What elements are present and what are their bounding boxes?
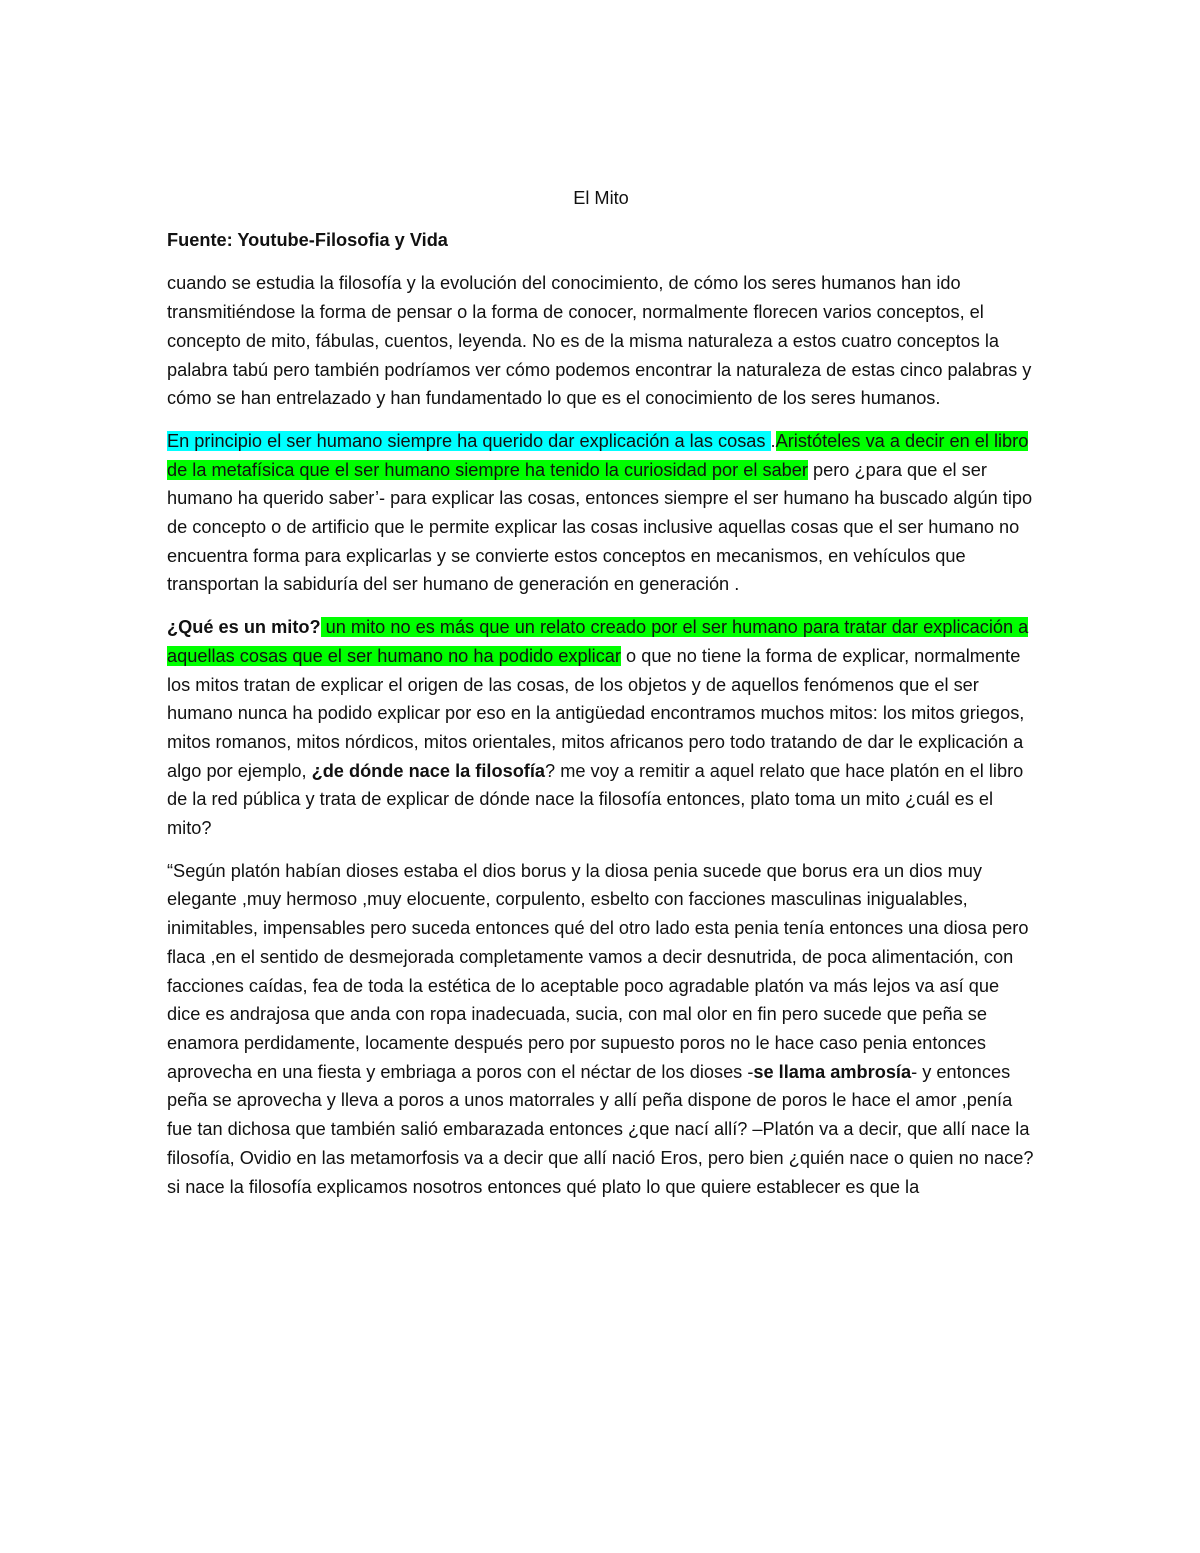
- highlight-green-definition: un mito no es más que un relato creado por el ser humano para tratar dar explicación a aquellas cosas que el ser humano no ha podido explicar: [167, 617, 1029, 666]
- paragraph-story-part-1: “Según platón habían dioses estaba el dios borus y la diosa penia sucede que borus era un dios muy elegante ,muy hermoso ,muy elocuente, corpulento, esbelto con facciones masculinas inigualables, inimitables, impensables pero suceda entonces qué del otro lado esta penia tenía entonces una diosa pero flaca ,en el sentido de desmejorada completamente vamos a decir desnutrida, de poca alimentación, con facciones caídas, fea de toda la estética de lo aceptable poco agradable platón va más lejos va así que dice es andrajosa que anda con ropa inadecuada, sucia, con mal olor en fin pero sucede que peña se enamora perdidamente, locamente después pero por supuesto poros no le hace caso penia entonces aprovecha en una fiesta y embriaga a poros con el néctar de los dioses -: [167, 860, 1029, 1082]
- paragraph-mito-rest-2: ? me voy a remitir a aquel relato que hace platón en el libro de la red pública y trata de explicar de dónde nace la filosofía entonces, plato toma un mito ¿cuál es el mito?: [167, 760, 1024, 839]
- document-body: [167, 184, 1035, 1215]
- paragraph-principio: [167, 427, 1035, 599]
- source-line: Fuente: Youtube-Filosofia y Vida: [167, 229, 448, 250]
- highlight-green-aristoteles: Aristóteles va a decir en el libro de la metafísica que el ser humano siempre ha tenido la curiosidad por el saber: [167, 430, 1029, 480]
- separator-dot: .: [770, 430, 776, 451]
- paragraph-mito-rest-1: o que no tiene la forma de explicar, normalmente los mitos tratan de explicar el origen de las cosas, de los objetos y de aquellos fenómenos que el ser humano nunca ha podido explicar por eso en la antigüedad encontramos muchos mitos: los mitos griegos, mitos romanos, mitos nórdicos, mitos orientales, mitos africanos pero todo tratando de dar le explicación a algo por ejemplo,: [167, 645, 1025, 781]
- question-heading: ¿Qué es un mito?: [167, 617, 321, 638]
- paragraph-que-es-mito: [167, 613, 1035, 843]
- highlight-cyan-text: En principio el ser humano siempre ha querido dar explicación a las cosas: [167, 430, 771, 451]
- paragraph-principio-rest: pero ¿para que el ser humano ha querido saber’- para explicar las cosas, entonces siempre el ser humano ha buscado algún tipo de concepto o de artificio que le permite explicar las cosas inclusive aquellas cosas que el ser humano no encuentra forma para explicarlas y se convierte estos conceptos en mecanismos, en vehículos que transportan la sabiduría del ser humano de generación en generación .: [167, 459, 1033, 595]
- bold-ambrosia: se llama ambrosía: [753, 1061, 912, 1082]
- question-filosofia: ¿de dónde nace la filosofía: [311, 760, 546, 781]
- document-title: El Mito: [573, 188, 629, 208]
- paragraph-intro: [167, 269, 1035, 413]
- paragraph-story-part-2: - y entonces peña se aprovecha y lleva a poros a unos matorrales y allí peña dispone de poros le hace el amor ,penía fue tan dichosa que también salió embarazada entonces ¿que nací allí? –Platón va a decir, que allí nace la filosofía, Ovidio en las metamorfosis va a decir que allí nació Eros, pero bien ¿quién nace o quien no nace? si nace la filosofía explicamos nosotros entonces qué plato lo que quiere establecer es que la: [167, 1061, 1034, 1197]
- paragraph-platon-story: [167, 857, 1035, 1201]
- paragraph-intro-text: cuando se estudia la filosofía y la evolución del conocimiento, de cómo los seres humanos han ido transmitiéndose la forma de pensar o la forma de conocer, normalmente florecen varios conceptos, el concepto de mito, fábulas, cuentos, leyenda. No es de la misma naturaleza a estos cuatro conceptos la palabra tabú pero también podríamos ver cómo podemos encontrar la naturaleza de estas cinco palabras y cómo se han entrelazado y han fundamentado lo que es el conocimiento de los seres humanos.: [167, 273, 1032, 409]
